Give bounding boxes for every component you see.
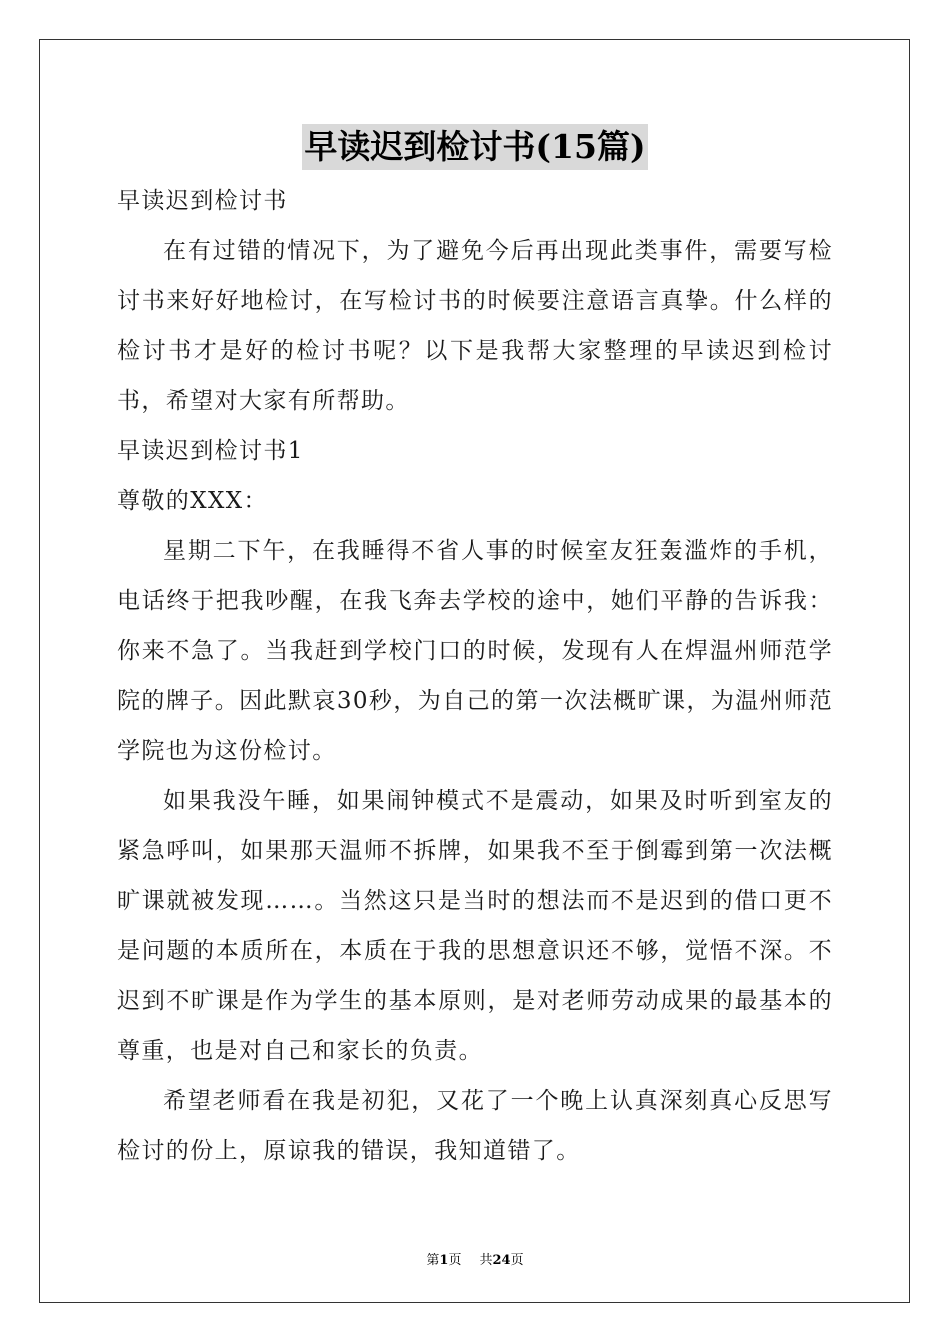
body-paragraph-1: 星期二下午，在我睡得不省人事的时候室友狂轰滥炸的手机，电话终于把我吵醒，在我飞奔去学校的途中，她们平静的告诉我：你来不急了。当我赶到学校门口的时候，发现有人在焊温州师范学院的牌子。因此默哀30秒，为自己的第一次法概旷课，为温州师范学院也为这份检讨。	[117, 538, 833, 764]
document-title: 早读迟到检讨书(15篇)	[302, 124, 647, 170]
page-number: 1	[439, 1253, 449, 1268]
body-paragraph-3: 希望老师看在我是初犯，又花了一个晚上认真深刻真心反思写检讨的份上，原谅我的错误，我知道错了。	[117, 1088, 833, 1164]
salutation: 尊敬的XXX：	[117, 488, 268, 514]
section-heading: 早读迟到检讨书1	[117, 438, 304, 464]
intro-paragraph: 在有过错的情况下，为了避免今后再出现此类事件，需要写检讨书来好好地检讨，在写检讨书的时候要注意语言真挚。什么样的检讨书才是好的检讨书呢？以下是我帮大家整理的早读迟到检讨书，希望对大家有所帮助。	[117, 238, 833, 414]
page-suffix: 页	[448, 1253, 462, 1268]
title-container	[0, 124, 950, 170]
page-prefix: 第	[426, 1253, 440, 1268]
total-prefix: 共	[479, 1253, 493, 1268]
body-paragraph-2: 如果我没午睡，如果闹钟模式不是震动，如果及时听到室友的紧急呼叫，如果那天温师不拆牌，如果我不至于倒霉到第一次法概旷课就被发现……。当然这只是当时的想法而不是迟到的借口更不是问题的本质所在，本质在于我的思想意识还不够，觉悟不深。不迟到不旷课是作为学生的基本原则，是对老师劳动成果的最基本的尊重，也是对自己和家长的负责。	[117, 788, 833, 1064]
total-suffix: 页	[510, 1253, 524, 1268]
total-pages: 24	[492, 1253, 511, 1268]
document-body	[117, 176, 833, 1176]
page-footer	[0, 1249, 950, 1268]
document-subtitle: 早读迟到检讨书	[117, 188, 288, 214]
